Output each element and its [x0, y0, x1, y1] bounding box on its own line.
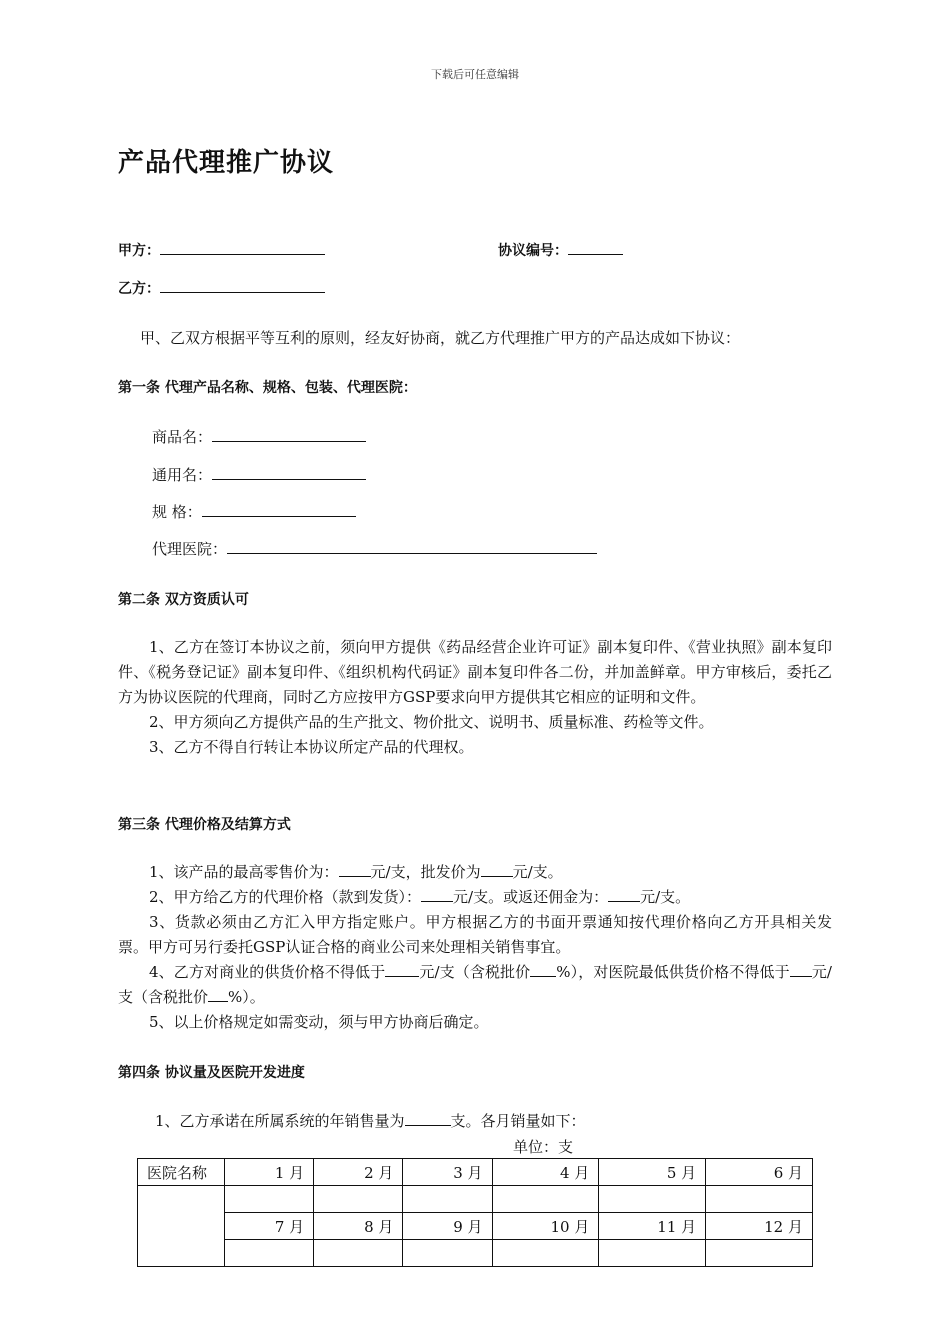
wholesale-price-text: 元/支，批发价为 [370, 863, 481, 881]
month-header: 10 月 [492, 1213, 599, 1240]
commercial-tax-text: 元/支（含税批价 [419, 963, 531, 981]
month-header: 6 月 [706, 1159, 813, 1186]
article-3-clause-4 [118, 960, 832, 1010]
sales-cell[interactable] [599, 1240, 706, 1267]
monthly-sales-table [137, 1158, 813, 1267]
hospital-field[interactable] [227, 539, 597, 554]
product-name-field[interactable] [212, 427, 366, 442]
hospital-row [152, 538, 597, 559]
monthly-sales-text: 支。各月销量如下： [450, 1112, 586, 1130]
sales-cell[interactable] [225, 1186, 314, 1213]
product-name-label: 商品名： [152, 428, 213, 446]
party-b-label: 乙方： [118, 281, 160, 297]
page-header: 下载后可任意编辑 [431, 68, 519, 81]
article-4-heading: 第四条 协议量及医院开发进度 [118, 1065, 305, 1081]
commercial-price-field[interactable] [385, 962, 419, 977]
annual-sales-field[interactable] [405, 1111, 451, 1126]
month-header: 4 月 [492, 1159, 599, 1186]
agreement-no-label: 协议编号： [498, 243, 568, 259]
spec-field[interactable] [202, 502, 356, 517]
agreement-no-field[interactable] [568, 240, 623, 255]
article-2-clause-2: 2、甲方须向乙方提供产品的生产批文、物价批文、说明书、质量标准、药检等文件。 [149, 713, 714, 731]
retail-price-field[interactable] [339, 862, 371, 877]
sales-cell[interactable] [492, 1240, 599, 1267]
agent-price-text: 2、甲方给乙方的代理价格（款到发货）： [149, 888, 422, 906]
month-header: 3 月 [403, 1159, 492, 1186]
generic-name-field[interactable] [212, 465, 366, 480]
sales-cell[interactable] [706, 1240, 813, 1267]
wholesale-price-field[interactable] [481, 862, 513, 877]
hospital-tax-field[interactable] [208, 987, 228, 1002]
party-b-row [118, 278, 325, 298]
party-a-label: 甲方： [118, 243, 160, 259]
article-3-body [118, 860, 832, 1035]
agent-price-field[interactable] [421, 887, 453, 902]
article-1-heading: 第一条 代理产品名称、规格、包装、代理医院： [118, 380, 417, 396]
retail-price-text: 1、该产品的最高零售价为： [149, 863, 339, 881]
sales-cell[interactable] [492, 1186, 599, 1213]
product-name-row [152, 426, 366, 447]
generic-name-row [152, 464, 366, 485]
month-header: 5 月 [599, 1159, 706, 1186]
sales-cell[interactable] [225, 1240, 314, 1267]
article-2-heading: 第二条 双方资质认可 [118, 592, 249, 608]
commission-unit: 元/支。 [640, 888, 691, 906]
table-row [138, 1240, 813, 1267]
article-2-body [118, 635, 832, 760]
sales-cell[interactable] [314, 1240, 403, 1267]
month-header: 9 月 [403, 1213, 492, 1240]
annual-sales-text: 1、乙方承诺在所属系统的年销售量为 [155, 1112, 405, 1130]
hospital-tax-text: 元/支（含税批价 [118, 963, 832, 1006]
hospital-name-header: 医院名称 [138, 1159, 225, 1186]
article-3-clause-1 [118, 860, 832, 885]
spec-label: 规 格： [152, 503, 202, 521]
table-row [138, 1213, 813, 1240]
document-title: 产品代理推广协议 [118, 148, 335, 178]
party-a-row [118, 240, 325, 260]
commercial-tax-field[interactable] [530, 962, 556, 977]
article-2-clause-3: 3、乙方不得自行转让本协议所定产品的代理权。 [149, 738, 474, 756]
intro-paragraph: 甲、乙双方根据平等互利的原则，经友好协商，就乙方代理推广甲方的产品达成如下协议： [140, 329, 741, 347]
party-a-field[interactable] [160, 240, 325, 255]
agreement-no-row [498, 240, 623, 260]
hospital-name-cell[interactable] [138, 1186, 225, 1267]
month-header: 8 月 [314, 1213, 403, 1240]
commercial-price-text: 4、乙方对商业的供货价格不得低于 [149, 963, 386, 981]
table-row [138, 1159, 813, 1186]
month-header: 2 月 [314, 1159, 403, 1186]
sales-cell[interactable] [599, 1186, 706, 1213]
table-row [138, 1186, 813, 1213]
commission-field[interactable] [608, 887, 640, 902]
wholesale-price-unit: 元/支。 [512, 863, 563, 881]
article-3-clause-3: 3、货款必须由乙方汇入甲方指定账户。甲方根据乙方的书面开票通知按代理价格向乙方开具相关发票。甲方可另行委托GSP认证合格的商业公司来处理相关销售事宜。 [118, 913, 832, 956]
hospital-label: 代理医院： [152, 540, 228, 558]
month-header: 7 月 [225, 1213, 314, 1240]
sales-cell[interactable] [403, 1186, 492, 1213]
sales-cell[interactable] [403, 1240, 492, 1267]
article-4-clause-1 [155, 1110, 586, 1131]
month-header: 11 月 [599, 1213, 706, 1240]
hospital-tax-unit: %）。 [228, 988, 265, 1006]
month-header: 12 月 [706, 1213, 813, 1240]
article-3-clause-5: 5、以上价格规定如需变动，须与甲方协商后确定。 [149, 1013, 489, 1031]
sales-cell[interactable] [706, 1186, 813, 1213]
sales-cell[interactable] [314, 1186, 403, 1213]
generic-name-label: 通用名： [152, 466, 213, 484]
commission-text: 元/支。或返还佣金为： [453, 888, 609, 906]
unit-label: 单位：支 [513, 1138, 574, 1156]
article-3-heading: 第三条 代理价格及结算方式 [118, 817, 291, 833]
month-header: 1 月 [225, 1159, 314, 1186]
hospital-price-text: %），对医院最低供货价格不得低于 [556, 963, 790, 981]
party-b-field[interactable] [160, 278, 325, 293]
article-3-clause-2 [118, 885, 832, 910]
spec-row [152, 501, 356, 522]
article-2-clause-1: 1、乙方在签订本协议之前，须向甲方提供《药品经营企业许可证》副本复印件、《营业执照》副本复印件、《税务登记证》副本复印件、《组织机构代码证》副本复印件各二份，并加盖鲜章。甲方审核后，委托乙方为协议医院的代理商，同时乙方应按甲方GSP要求向甲方提供其它相应的证明和文件。 [118, 638, 832, 706]
hospital-price-field[interactable] [790, 962, 812, 977]
